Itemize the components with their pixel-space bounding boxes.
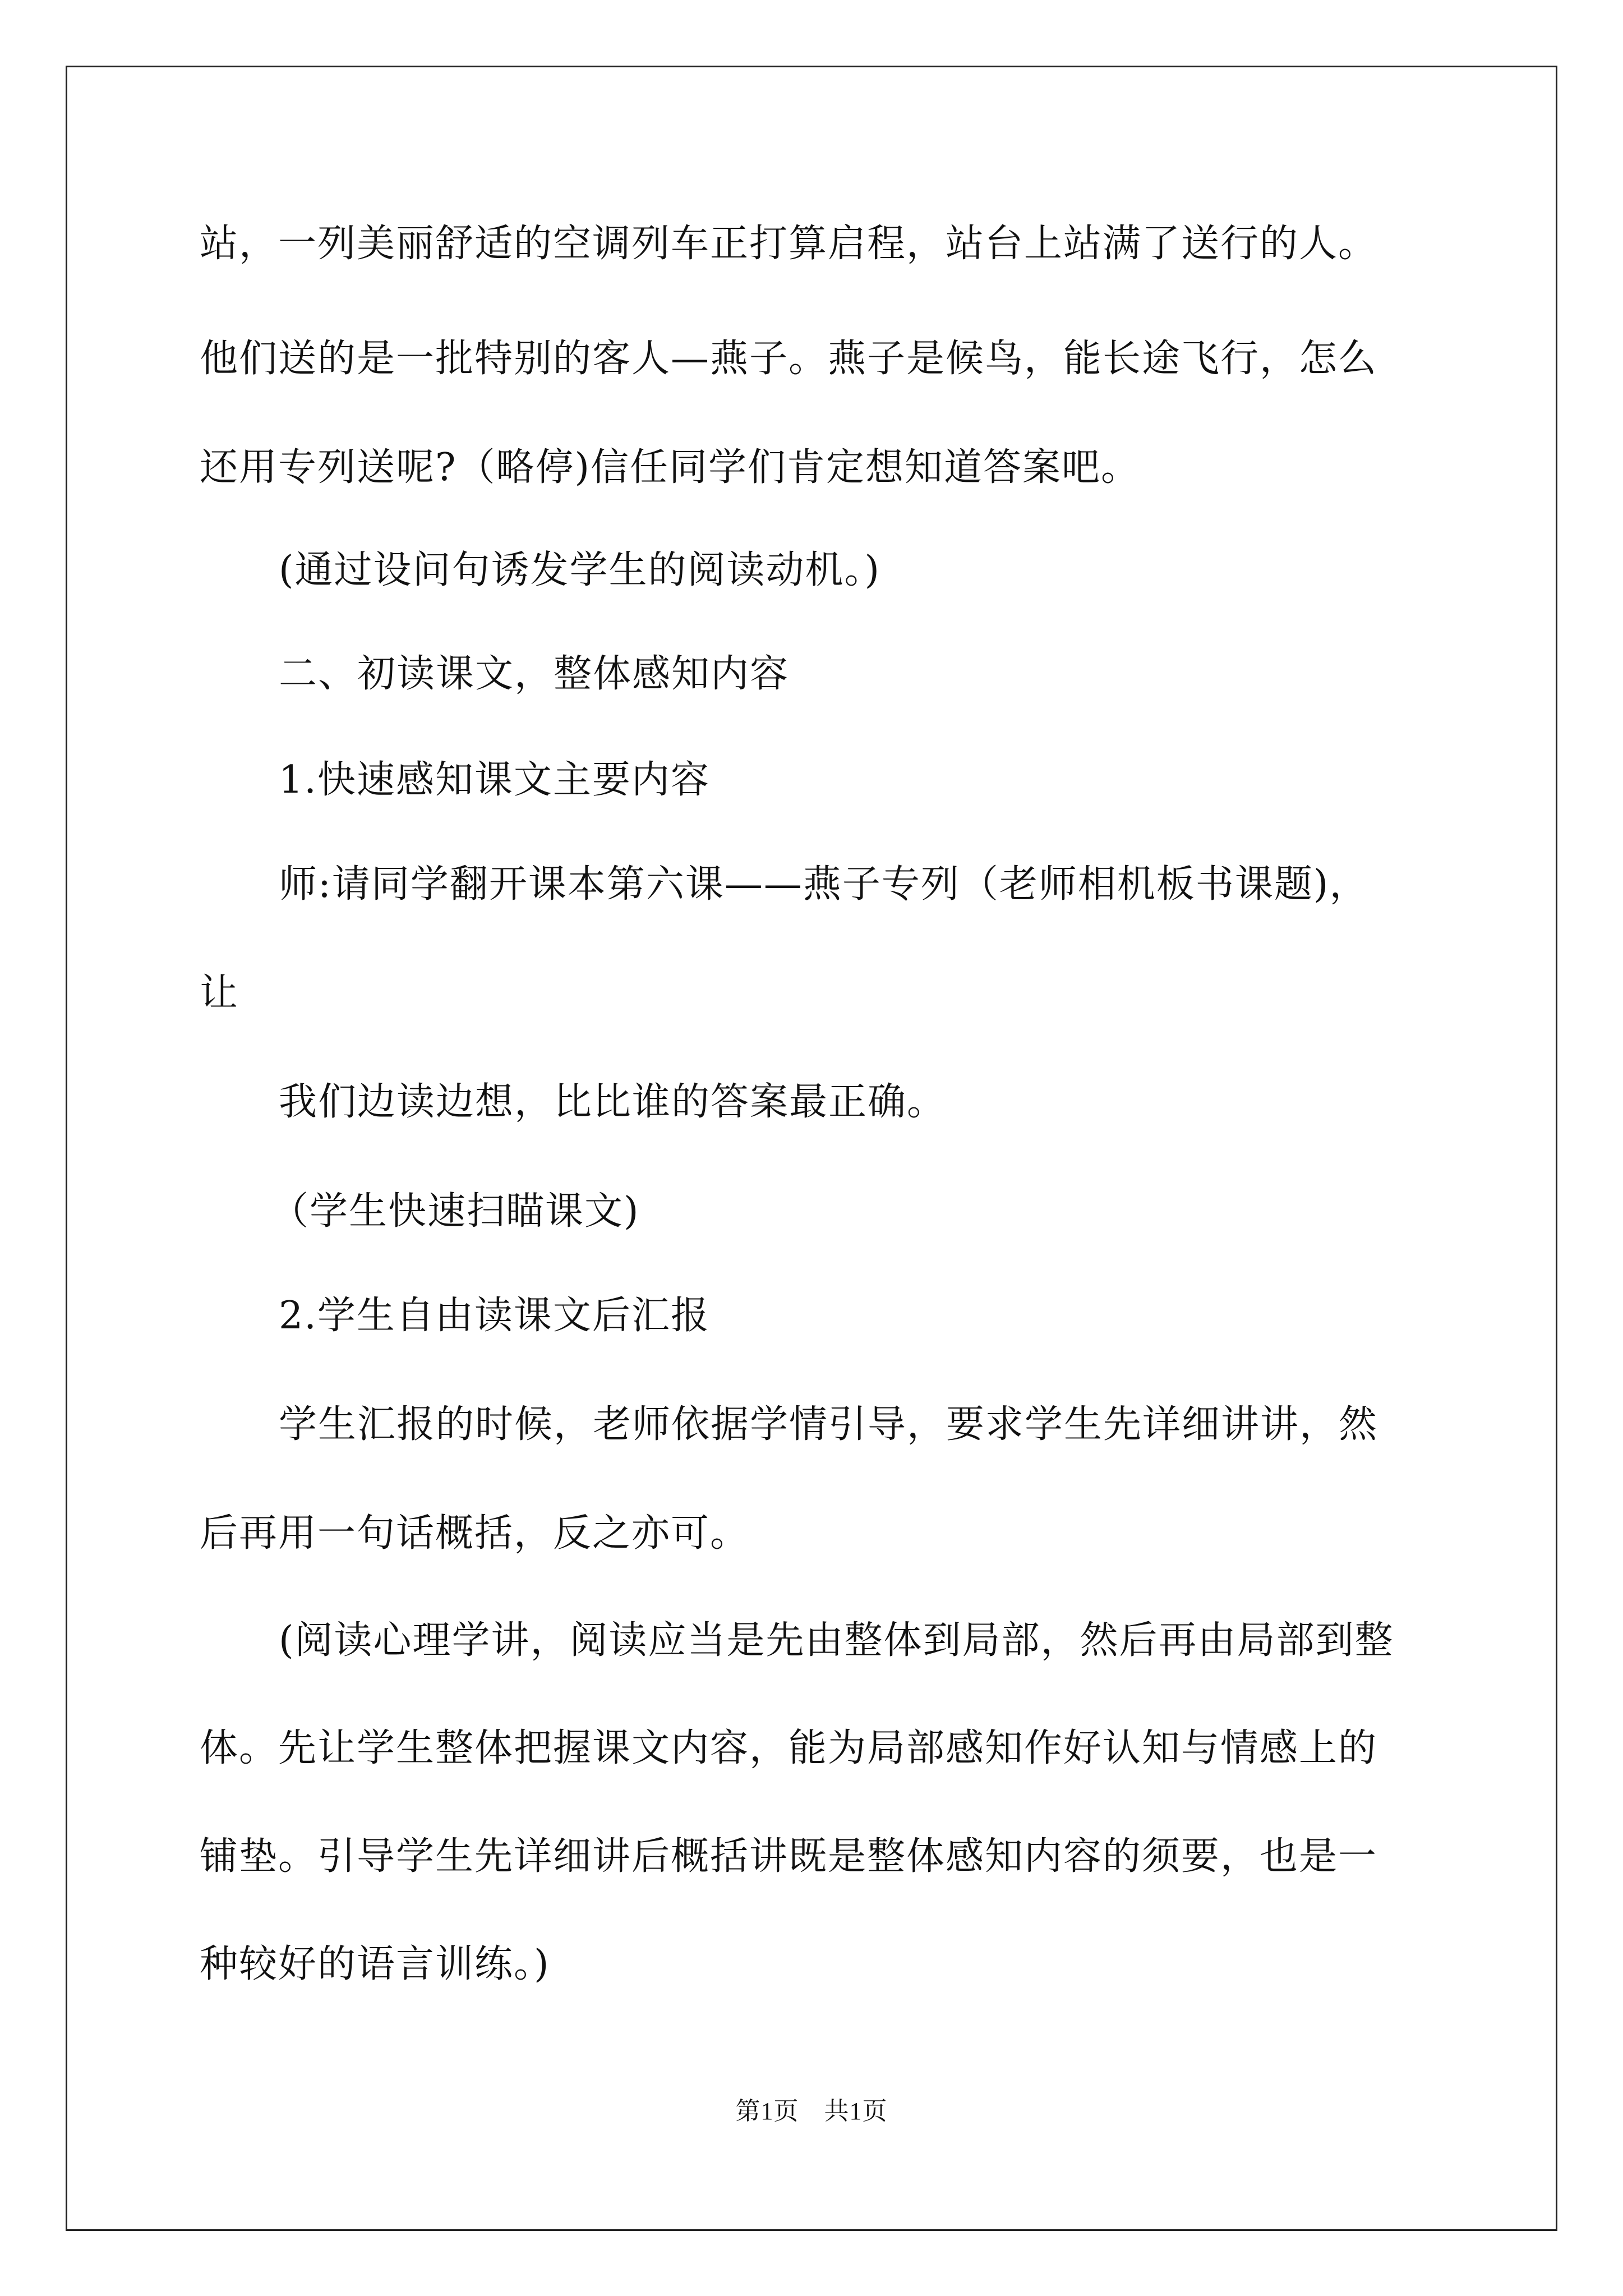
text-line-17: 种较好的语言训练。)	[200, 1942, 550, 1986]
page-footer: 第1页 共1页	[735, 2097, 888, 2125]
text-line-10: （学生快速扫瞄课文)	[270, 1189, 640, 1234]
text-line-2: 他们送的是一批特别的客人—燕子。燕子是候鸟，能长途飞行，怎么	[200, 337, 1378, 381]
text-line-16: 铺垫。引导学生先详细讲后概括讲既是整体感知内容的须要，也是一	[200, 1834, 1378, 1879]
text-line-15: 体。先让学生整体把握课文内容，能为局部感知作好认知与情感上的	[200, 1726, 1378, 1770]
text-line-8: 让	[200, 971, 239, 1015]
subheading-1: 1.快速感知课文主要内容	[279, 758, 710, 802]
text-line-3: 还用专列送呢?（略停)信任同学们肯定想知道答案吧。	[200, 445, 1140, 490]
text-line-12: 学生汇报的时候，老师依据学情引导，要求学生先详细讲讲，然	[279, 1402, 1378, 1447]
text-line-9: 我们边读边想，比比谁的答案最正确。	[279, 1080, 947, 1124]
text-line-7: 师:请同学翻开课本第六课——燕子专列（老师相机板书课题)，	[279, 862, 1369, 907]
text-line-4: (通过设问句诱发学生的阅读动机。)	[279, 548, 881, 592]
subheading-2: 2.学生自由读课文后汇报	[279, 1294, 710, 1338]
section-heading: 二、初读课文，整体感知内容	[279, 652, 790, 696]
page-border	[66, 66, 1557, 2231]
text-line-1: 站，一列美丽舒适的空调列车正打算启程，站台上站满了送行的人。	[200, 222, 1378, 266]
text-line-14: (阅读心理学讲，阅读应当是先由整体到局部，然后再由局部到整	[279, 1618, 1394, 1663]
text-line-13: 后再用一句话概括，反之亦可。	[200, 1511, 750, 1556]
